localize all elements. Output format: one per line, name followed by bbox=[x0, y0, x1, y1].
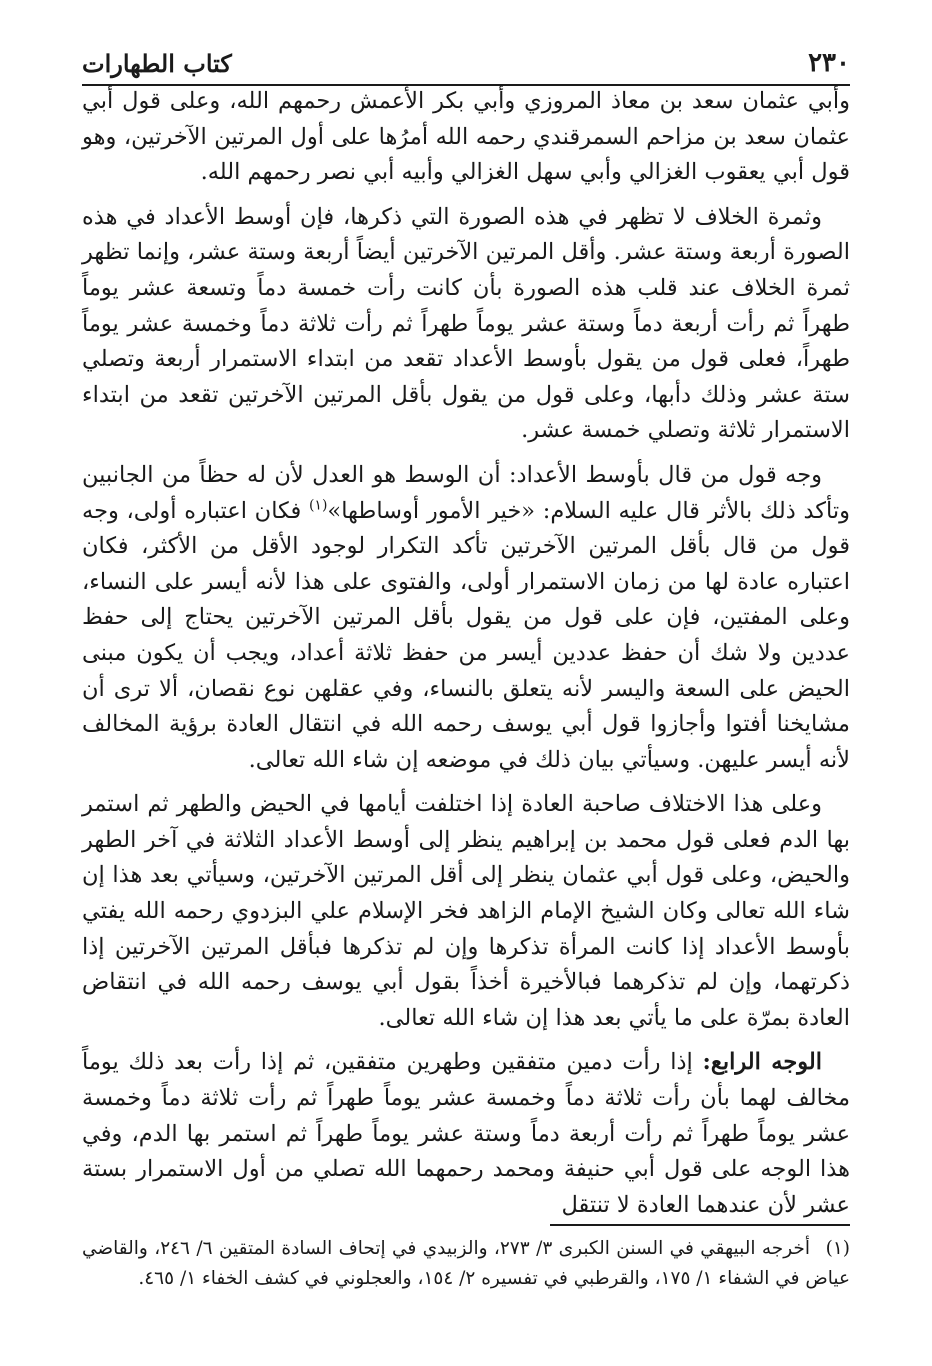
section-lead: الوجه الرابع: bbox=[702, 1049, 822, 1076]
paragraph-4: وعلى هذا الاختلاف صاحبة العادة إذا اختلفت أيامها في الحيض والطهر ثم استمر بها الدم فعلى قول محمد بن إبراهيم ينظر إلى أوسط الأعداد الثلاثة في آخر الطهر والحيض، وعلى قول أبي عثمان ينظر إلى أقل المرتين الآخرتين، وسيأتي بعد هذا إن شاء الله تعالى وكان الشيخ الإمام الزاهد فخر الإسلام علي البزدوي رحمه الله يفتي بأوسط الأعداد إذا كانت المرأة تذكرها وإن لم تذكرها فبأقل المرتين الآخرتين إذا ذكرتهما، وإن لم تذكرهما فبالأخيرة أخذاً بقول أبي يوسف رحمه الله في انتقاض العادة بمرّة على ما يأتي بعد هذا إن شاء الله تعالى. bbox=[82, 791, 850, 1031]
paragraph-2: وثمرة الخلاف لا تظهر في هذه الصورة التي ذكرها، فإن أوسط الأعداد في هذه الصورة أربعة وستة عشر. وأقل المرتين الآخرتين أيضاً أربعة وستة عشر، وإنما تظهر ثمرة الخلاف عند قلب هذه الصورة بأن كانت رأت خمسة دماً وتسعة عشر يوماً طهراً ثم رأت أربعة دماً وستة عشر يوماً طهراً ثم رأت ثلاثة دماً وخمسة عشر يوماً طهراً، فعلى قول من يقول بأوسط الأعداد تقعد من ابتداء الاستمرار أربعة وتصلي ستة عشر وذلك دأبها، وعلى قول من يقول بأقل المرتين الآخرتين تقعد من ابتداء الاستمرار ثلاثة وتصلي خمسة عشر. bbox=[82, 203, 850, 444]
paragraph-3 bbox=[82, 458, 850, 778]
paragraph-5-text: إذا رأت دمين متفقين وطهرين متفقين، ثم إذا رأت بعد ذلك يوماً مخالف لهما بأن رأت ثلاثة دماً وخمسة عشر يوماً طهراً ثم رأت ثلاثة دماً وخمسة عشر يوماً طهراً ثم رأت أربعة دماً وستة عشر يوماً طهراً ثم استمر بها الدم، وفي هذا الوجه على قول أبي حنيفة ومحمد رحمهما الله تصلي من أول الاستمرار بستة عشر لأن عندهما العادة لا تنتقل bbox=[82, 1049, 850, 1218]
footnote-1 bbox=[82, 1234, 850, 1294]
paragraph-3-text-b: فكان اعتباره أولى، وجه قول من قال بأقل المرتين الآخرتين تأكد التكرار لوجود الأقل من الأكثر، فكان اعتباره عادة لها من زمان الاستمرار أولى، والفتوى على هذا لأنه أيسر على النساء، وعلى المفتين، فإن على قول من يقول بأقل المرتين الآخرتين يحتاج إلى حفظ عددين ولا شك أن حفظ عددين أيسر من حفظ ثلاثة أعداد، ويجب أن يكون مبنى الحيض على السعة واليسر لأنه يتعلق بالنساء، وفي عقلهن نوع نقصان، ألا ترى أن مشايخنا أفتوا وأجازوا قول أبي يوسف رحمه الله في انتقال العادة برؤية المخالف لأنه أيسر عليهن. وسيأتي بيان ذلك في موضعه إن شاء الله تعالى. bbox=[82, 497, 850, 773]
footnotes bbox=[82, 1234, 850, 1294]
main-text bbox=[82, 84, 850, 1232]
footnote-number: (١) bbox=[825, 1238, 850, 1259]
page-header bbox=[82, 36, 850, 86]
paragraph-3-text-a: وجه قول من قال بأوسط الأعداد: أن الوسط هو العدل لأن له حظاً من الجانبين وتأكد ذلك بالأثر قال عليه السلام: «خير الأمور أوساطها» bbox=[82, 461, 851, 524]
paragraph-1: وأبي عثمان سعد بن معاذ المروزي وأبي بكر الأعمش رحمهم الله، وعلى قول أبي عثمان سعد بن مزاحم السمرقندي رحمه الله أمرُها على أول المرتين الآخرتين، وهو قول أبي يعقوب الغزالي وأبي سهل الغزالي وأبيه أبي نصر رحمهم الله. bbox=[82, 88, 850, 186]
footnote-text: أخرجه البيهقي في السنن الكبرى ٣/ ٢٧٣، والزبيدي في إتحاف السادة المتقين ٦/ ٢٤٦، والقاضي عياض في الشفاء ١/ ١٧٥، والقرطبي في تفسيره ٢/ ١٥٤، والعجلوني في كشف الخفاء ١/ ٤٦٥. bbox=[82, 1238, 850, 1289]
footnote-reference: (١) bbox=[308, 497, 328, 514]
footnote-divider bbox=[550, 1224, 850, 1226]
paragraph-5 bbox=[82, 1045, 850, 1223]
page-number: ٢٣٠ bbox=[808, 48, 850, 78]
running-title: كتاب الطهارات bbox=[82, 49, 232, 78]
